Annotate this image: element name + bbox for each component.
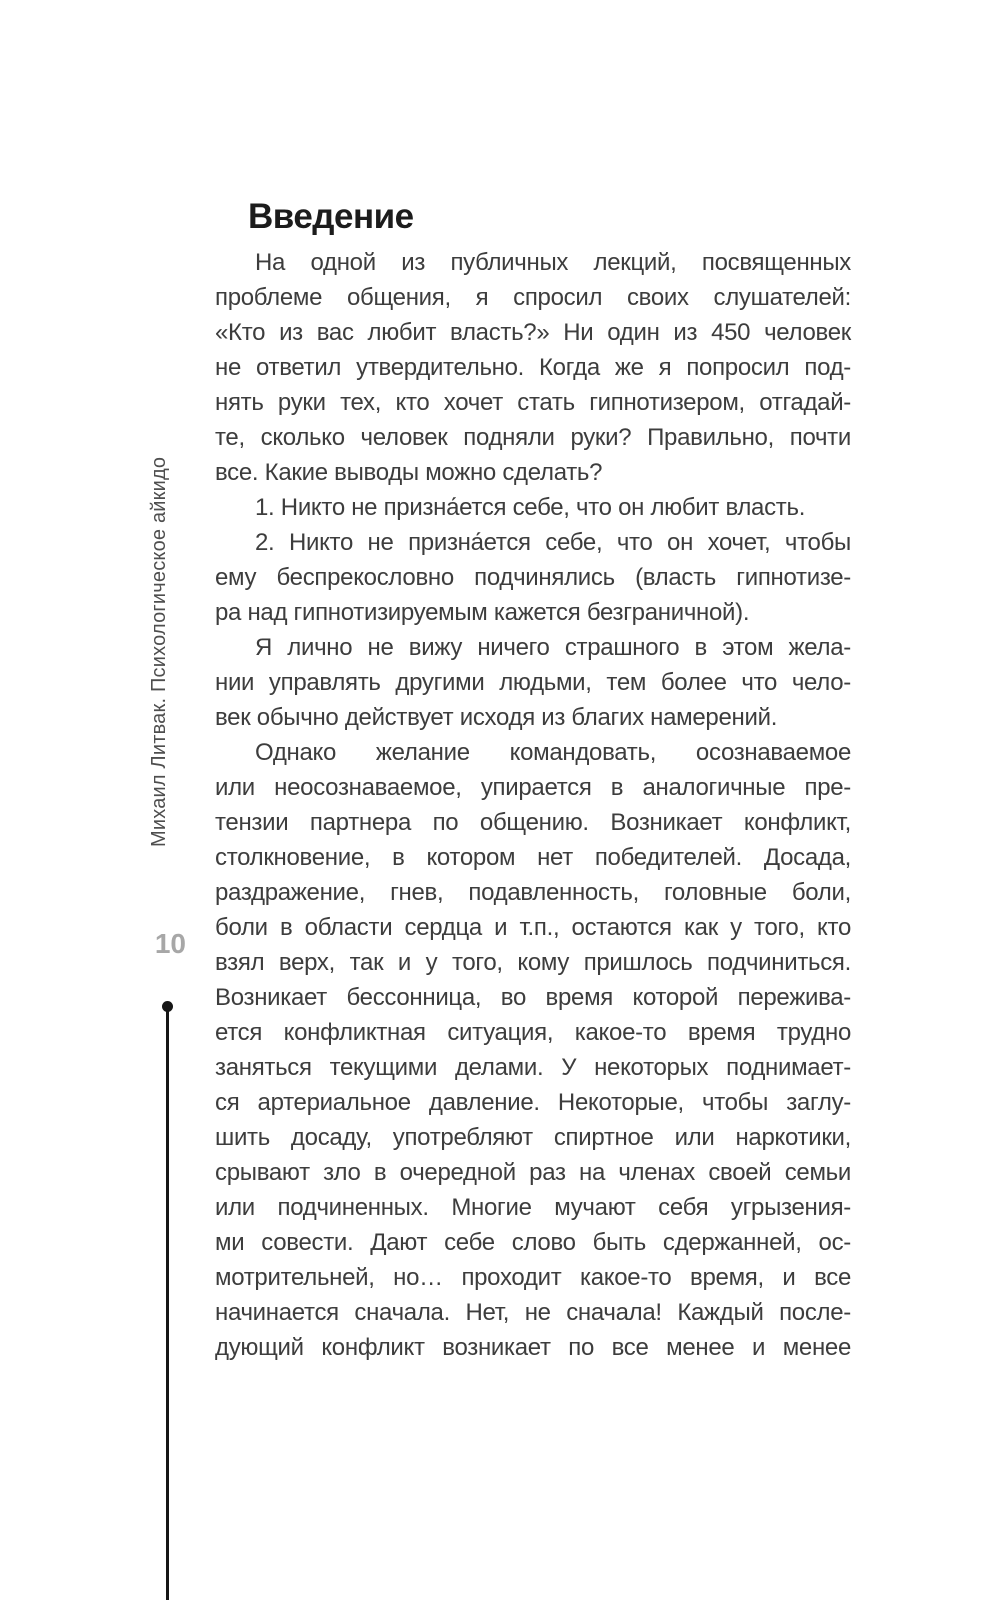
text-line: раздражение, гнев, подавленность, головные боли, [215, 879, 851, 906]
text-line: или неосознаваемое, упирается в аналогичные пре- [215, 774, 851, 801]
text-line: столкновение, в котором нет победителей. Досада, [215, 844, 851, 871]
text-line: все. Какие выводы можно сделать? [215, 459, 603, 486]
text-line: мотрительней, но… проходит какое-то время, и все [215, 1264, 851, 1291]
text-line: На одной из публичных лекций, посвященных [255, 249, 851, 276]
text-line: ра над гипнотизируемым кажется безграничной). [215, 599, 750, 626]
text-line: дующий конфликт возникает по все менее и менее [215, 1334, 851, 1361]
paragraph [215, 735, 851, 1365]
text-line: «Кто из вас любит власть?» Ни один из 450 человек [215, 319, 851, 346]
text-line: боли в области сердца и т.п., остаются как у того, кто [215, 914, 851, 941]
text-line: 2. Никто не призна́ется себе, что он хочет, чтобы [255, 529, 851, 556]
text-line: начинается сначала. Нет, не сначала! Каждый после- [215, 1299, 851, 1326]
text-line: век обычно действует исходя из благих намерений. [215, 704, 778, 731]
text-line: ему беспрекословно подчинялись (власть гипнотизе- [215, 564, 851, 591]
text-line: взял верх, так и у того, кому пришлось подчиниться. [215, 949, 851, 976]
paragraph [215, 630, 851, 735]
text-line: срывают зло в очередной раз на членах своей семьи [215, 1159, 851, 1186]
text-line: заняться текущими делами. У некоторых поднимает- [215, 1054, 851, 1081]
text-line: нии управлять другими людьми, тем более что чело- [215, 669, 851, 696]
body-text [215, 245, 851, 1365]
chapter-heading: Введение [248, 197, 414, 236]
text-line: проблеме общения, я спросил своих слушателей: [215, 284, 851, 311]
paragraph [215, 245, 851, 490]
text-line: те, сколько человек подняли руки? Правильно, почти [215, 424, 851, 451]
text-line: не ответил утвердительно. Когда же я попросил под- [215, 354, 851, 381]
text-line: 1. Никто не призна́ется себе, что он любит власть. [255, 494, 806, 521]
text-line: ся артериальное давление. Некоторые, чтобы заглу- [215, 1089, 851, 1116]
text-line: или подчиненных. Многие мучают себя угрызения- [215, 1194, 851, 1221]
text-line: нять руки тех, кто хочет стать гипнотизером, отгадай- [215, 389, 851, 416]
text-line: Возникает бессонница, во время которой пережива- [215, 984, 851, 1011]
text-line: Однако желание командовать, осознаваемое [255, 739, 851, 766]
sidebar-book-title: Михаил Литвак. Психологическое айкидо [148, 456, 170, 847]
text-line: тензии партнера по общению. Возникает конфликт, [215, 809, 851, 836]
main-text-column [215, 197, 851, 1365]
paragraph [215, 490, 851, 525]
text-line: Я лично не вижу ничего страшного в этом жела- [255, 634, 851, 661]
text-line: шить досаду, употребляют спиртное или наркотики, [215, 1124, 851, 1151]
paragraph [215, 525, 851, 630]
sidebar-vertical-rule [166, 1008, 169, 1600]
text-line: ми совести. Дают себе слово быть сдержанней, ос- [215, 1229, 851, 1256]
page-number: 10 [154, 928, 186, 959]
text-line: ется конфликтная ситуация, какое-то время трудно [215, 1019, 851, 1046]
